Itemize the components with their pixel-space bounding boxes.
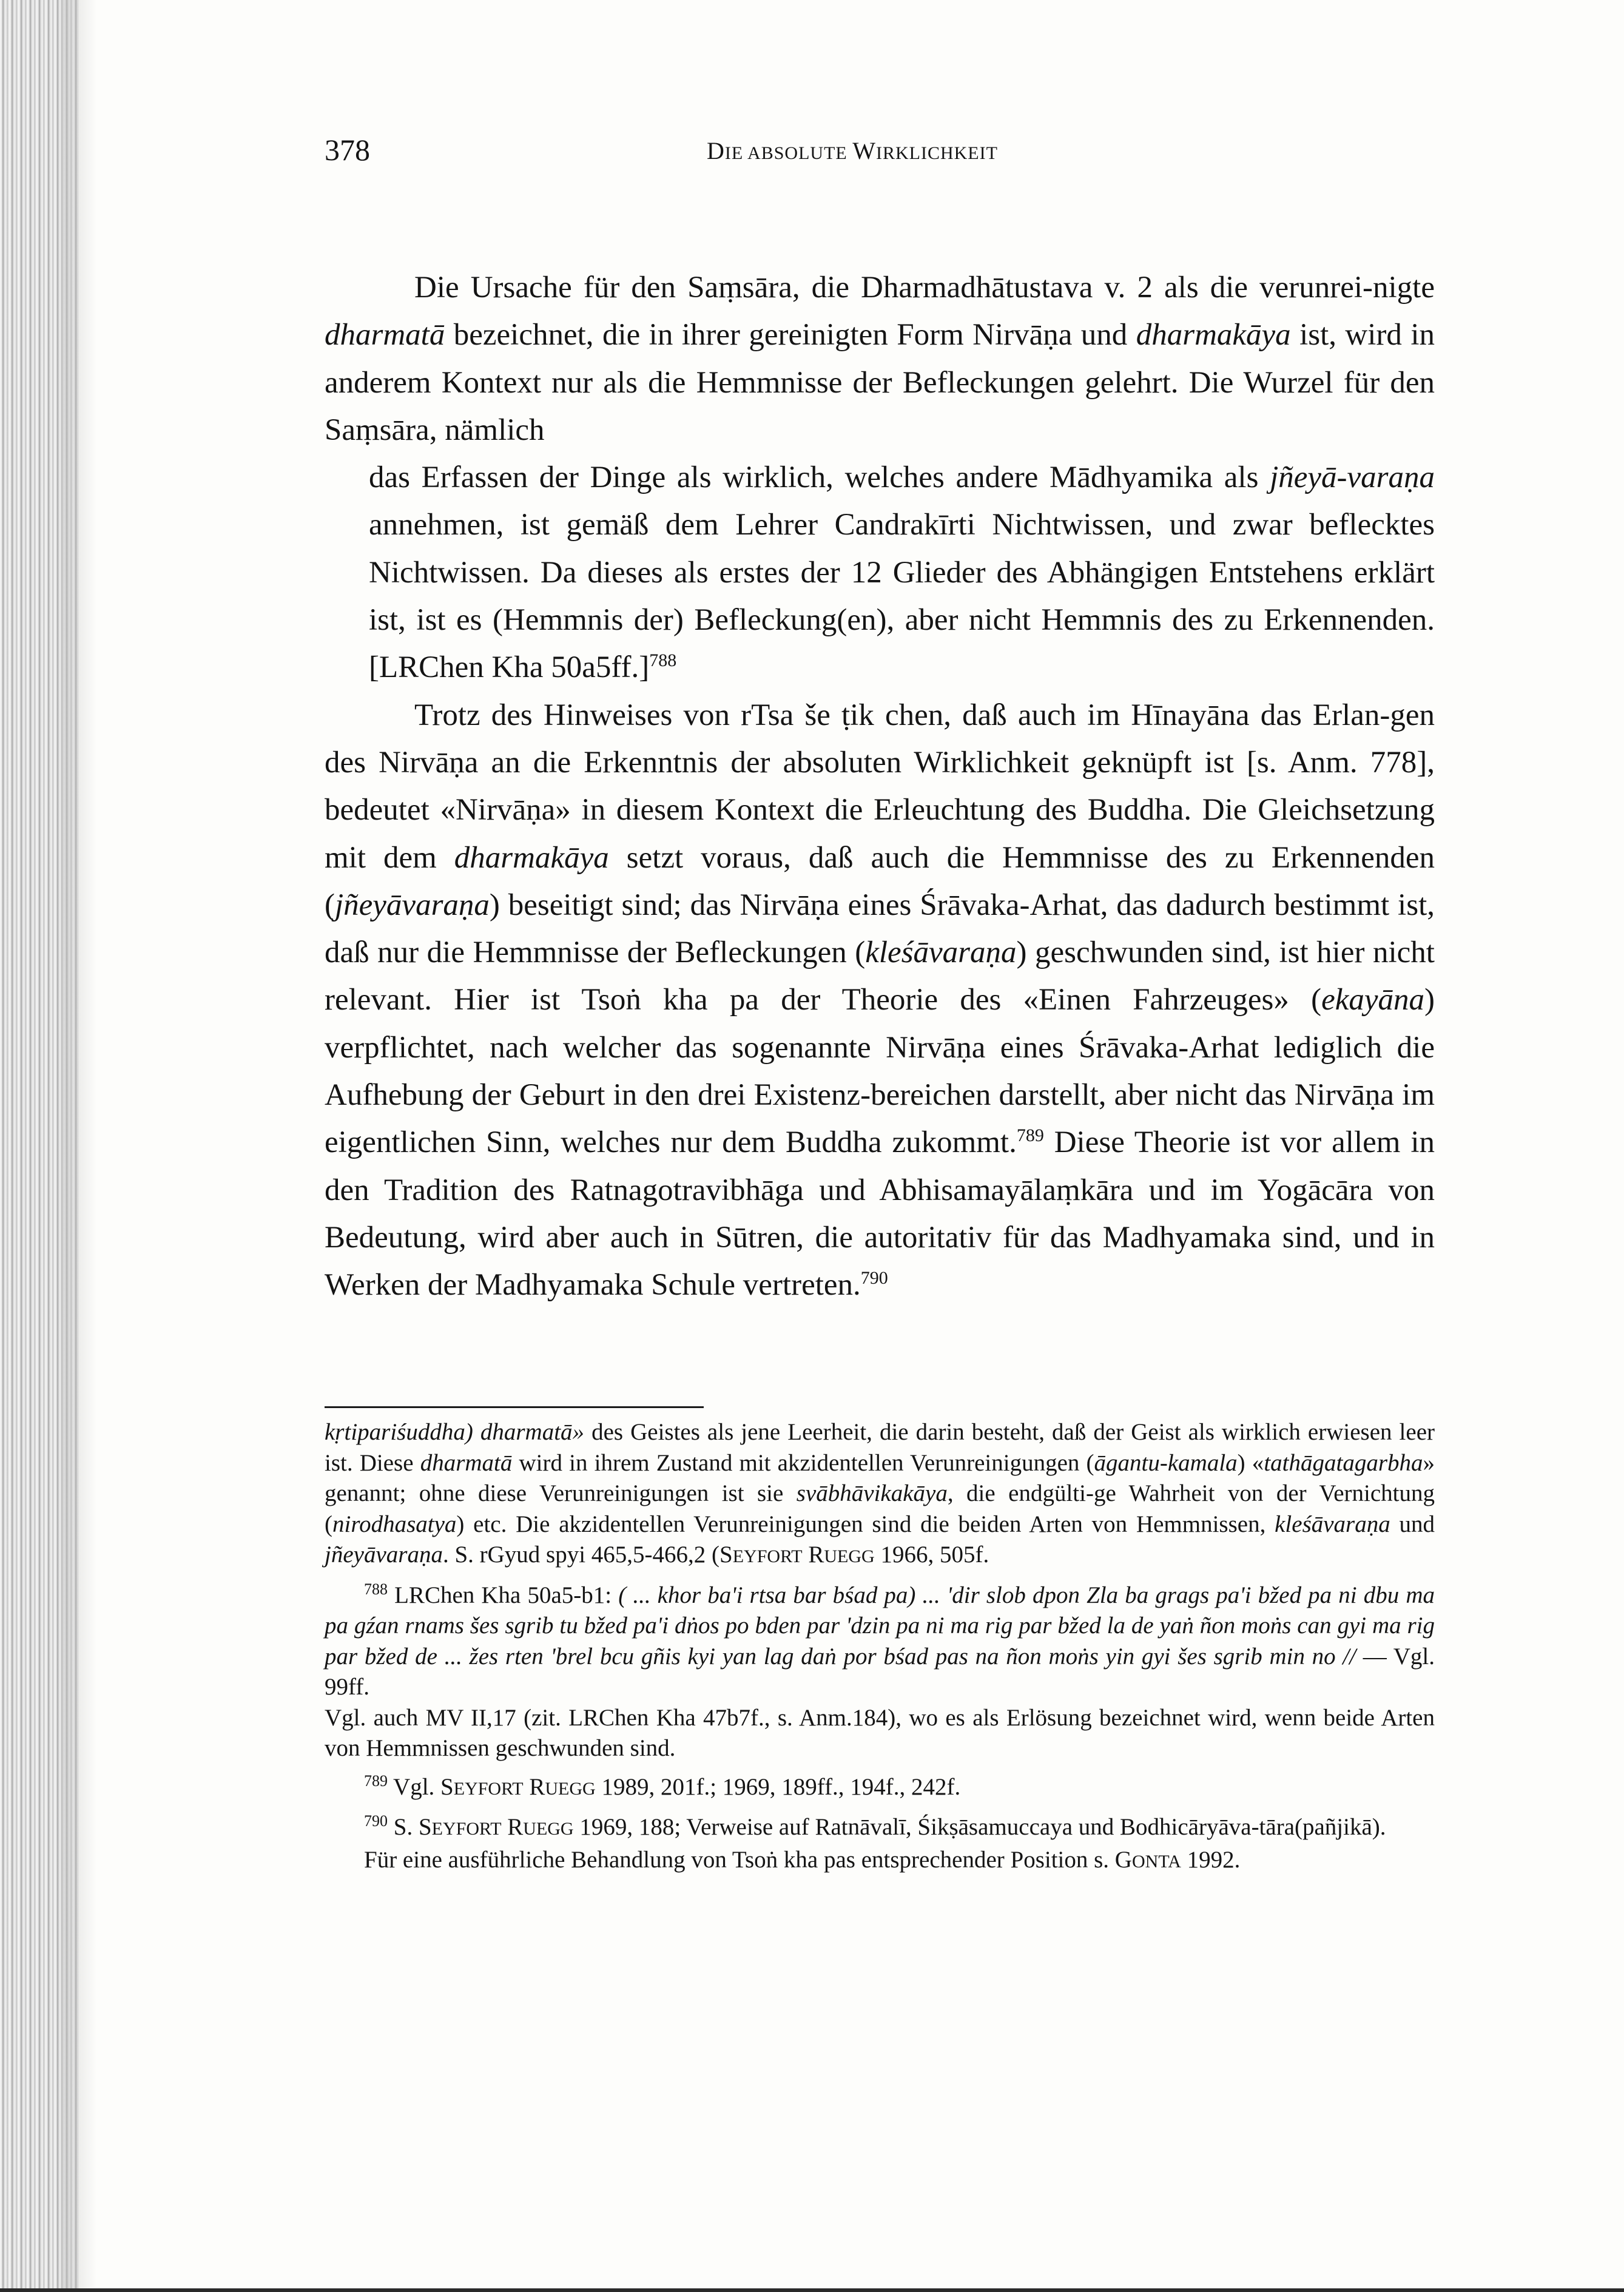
footnote-ref-788[interactable]: 788 [649, 650, 677, 671]
running-head: DIE ABSOLUTE WIRKLICHKEIT [707, 137, 998, 164]
main-text [325, 264, 1435, 1309]
footnote-788-continued: Vgl. auch MV II,17 (zit. LRChen Kha 47b7f., s. Anm.184), wo es als Erlösung bezeichnet wird, wenn beide Arten von Hemmnissen geschwunden sind. [325, 1704, 1435, 1761]
footnote-separator [325, 1406, 704, 1408]
scan-binding-shadow [61, 0, 97, 2292]
footnote-790-continued: Für eine ausführliche Behandlung von Tsoṅ kha pas entsprechender Position s. GONTA 1992. [364, 1846, 1241, 1873]
footnote-788: $^{788}$ LRChen Kha 50a5-b1: ( ... khor ba'i rtsa bar bśad pa) ... 'dir slob dpon Zla ba grags pa'i bžed pa ni dbu ma pa gźan rnams šes sgrib tu bžed pa'i dṅos po bden par 'dzin pa ni ma rig par bžed la de yaṅ ñon moṅs can gyi ma rig par bžed de ... žes rten 'brel bcu gñis kyi yan lag daṅ por bśad pas na ñon moṅs yin gyi šes sgrib min no // — Vgl. 99ff. [325, 1580, 1435, 1700]
footnote-789: $^{789}$ Vgl. SEYFORT RUEGG 1989, 201f.; 1969, 189ff., 194f., 242f. [364, 1771, 961, 1800]
footnote-ref-789[interactable]: 789 [1016, 1125, 1044, 1146]
footnote-ref-790[interactable]: 790 [860, 1268, 888, 1289]
paragraph-2: Trotz des Hinweises von rTsa še ṭik chen, daß auch im Hīnayāna das Erlan-gen des Nirvāṇa an die Erkenntnis der absoluten Wirklichkeit geknüpft ist [s. Anm. 778], bedeutet «Nirvāṇa» in diesem Kontext die Erleuchtung des Buddha. Die Gleichsetzung mit dem dharmakāya setzt voraus, daß auch die Hemmnisse des zu Erkennenden (jñeyāvaraṇa) beseitigt sind; das Nirvāṇa eines Śrāvaka-Arhat, das dadurch bestimmt ist, daß nur die Hemmnisse der Befleckungen (kleśāvaraṇa) geschwunden sind, ist hier nicht relevant. Hier ist Tsoṅ kha pa der Theorie des «Einen Fahrzeuges» (ekayāna) verpflichtet, nach welcher das sogenannte Nirvāṇa eines Śrāvaka-Arhat lediglich die Aufhebung der Geburt in den drei Existenz-bereichen darstellt, aber nicht das Nirvāṇa im eigentlichen Sinn, welches nur dem Buddha zukommt.$^{789}$ Diese Theorie ist vor allem in den Tradition des Ratnagotravibhāga und Abhisamayālaṃkāra und im Yogācāra von Bedeutung, wird aber auch in Sūtren, die autoritativ für das Madhyamaka sind, und in Werken der Madhyamaka Schule vertreten.$^{790}$ [325, 698, 1435, 1303]
scan-bottom-edge [0, 2288, 1624, 2292]
block-quote: das Erfassen der Dinge als wirklich, welches andere Mādhyamika als jñeyā-varaṇa annehmen, ist gemäß dem Lehrer Candrakīrti Nichtwissen, und zwar beflecktes Nichtwissen. Da dieses als erstes der 12 Glieder des Abhängigen Entstehens erklärt ist, ist es (Hemmnis der) Befleckung(en), aber nicht Hemmnis des zu Erkennenden. [LRChen Kha 50a5ff.]$^{788}$ [369, 460, 1435, 685]
page-number: 378 [325, 133, 370, 167]
footnote-continued: kṛtipariśuddha) dharmatā» des Geistes als jene Leerheit, die darin besteht, daß der Geist als wirklich erwiesen leer ist. Diese dharmatā wird in ihrem Zustand mit akzidentellen Verunreinigungen (āgantu-kamala) «tathāgatagarbha» genannt; ohne diese Verunreinigungen ist sie svābhāvikakāya, die endgülti-ge Wahrheit von der Vernichtung (nirodhasatya) etc. Die akzidentellen Verunreinigungen sind die beiden Arten von Hemmnissen, kleśāvaraṇa und jñeyāvaraṇa. S. rGyud spyi 465,5-466,2 (SEYFORT RUEGG 1966, 505f. [325, 1419, 1435, 1568]
footnote-790: $^{790}$ S. SEYFORT RUEGG 1969, 188; Verweise auf Ratnāvalī, Śikṣāsamuccaya und Bodhicāryāva-tāra(pañjikā). [364, 1812, 1386, 1840]
paragraph-1: Die Ursache für den Saṃsāra, die Dharmadhātustava v. 2 als die verunrei-nigte dharmatā bezeichnet, die in ihrer gereinigten Form Nirvāṇa und dharmakāya ist, wird in anderem Kontext nur als die Hemmnisse der Befleckungen gelehrt. Die Wurzel für den Saṃsāra, nämlich [325, 271, 1435, 447]
footnotes [325, 1417, 1435, 1877]
